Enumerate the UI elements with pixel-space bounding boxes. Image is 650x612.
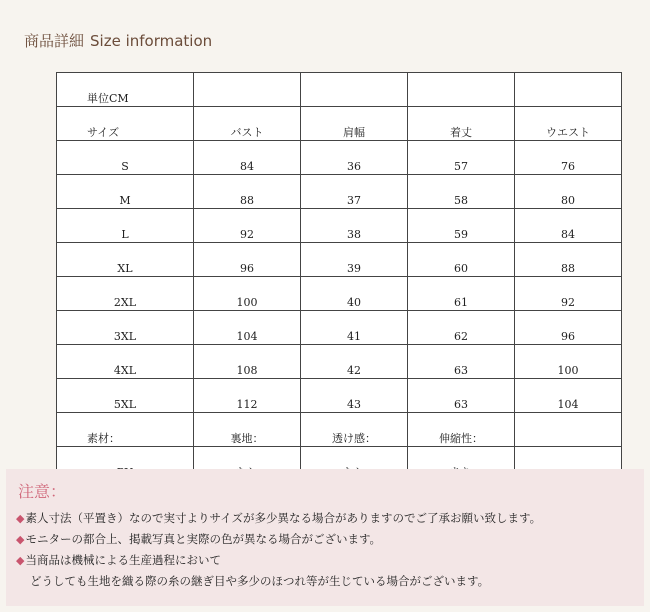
table-cell: 112 [194,379,301,413]
column-header-size: サイズ [57,107,194,141]
note-item [16,550,644,571]
table-row [57,379,622,413]
table-cell: 41 [301,311,408,345]
column-header-bust: バスト [194,107,301,141]
diamond-bullet-icon: ◆ [16,512,25,525]
table-cell: 58 [408,175,515,209]
note-item [16,529,644,550]
table-cell: 57 [408,141,515,175]
material-header-cell: 裏地： [194,413,301,447]
table-row [57,209,622,243]
table-cell: S [57,141,194,175]
material-header-cell [515,413,622,447]
table-row [57,345,622,379]
table-cell: 104 [194,311,301,345]
table-cell: 38 [301,209,408,243]
table-cell: 62 [408,311,515,345]
material-header-cell: 素材： [57,413,194,447]
table-cell: 37 [301,175,408,209]
table-cell: 61 [408,277,515,311]
empty-cell [515,73,622,107]
table-cell: 96 [515,311,622,345]
unit-row [57,73,622,107]
table-cell: 84 [194,141,301,175]
table-cell: 108 [194,345,301,379]
note-item [16,508,644,529]
diamond-bullet-icon: ◆ [16,533,25,546]
size-table [56,72,622,481]
table-cell: L [57,209,194,243]
table-row [57,175,622,209]
table-row [57,311,622,345]
empty-cell [301,73,408,107]
table-cell: 60 [408,243,515,277]
table-cell: XL [57,243,194,277]
table-cell: 3XL [57,311,194,345]
table-cell: 80 [515,175,622,209]
diamond-bullet-icon: ◆ [16,554,25,567]
notes-panel [6,469,644,606]
page-title [24,30,212,51]
table-cell: 4XL [57,345,194,379]
note-text: 素人寸法（平置き）なので実寸よりサイズが多少異なる場合がありますのでご了承お願い致します。 [25,511,542,525]
header-row [57,107,622,141]
table-cell: 88 [515,243,622,277]
unit-label-cell: 単位CM [57,73,194,107]
table-cell: M [57,175,194,209]
note-continuation: どうしても生地を織る際の糸の継ぎ目や多少のほつれ等が生じている場合がございます。 [30,574,490,588]
table-cell: 5XL [57,379,194,413]
table-row [57,277,622,311]
table-cell: 88 [194,175,301,209]
note-text: モニターの都合上、掲載写真と実際の色が異なる場合がございます。 [25,532,382,546]
column-header-length: 着丈 [408,107,515,141]
table-cell: 92 [515,277,622,311]
table-cell: 63 [408,379,515,413]
table-cell: 92 [194,209,301,243]
material-header-row [57,413,622,447]
title-japanese: 商品詳細 [24,32,85,50]
table-row [57,141,622,175]
table-cell: 63 [408,345,515,379]
table-cell: 100 [515,345,622,379]
material-header-cell: 透け感： [301,413,408,447]
empty-cell [408,73,515,107]
material-header-cell: 伸縮性： [408,413,515,447]
notes-heading: 注意： [18,482,67,501]
table-cell: 39 [301,243,408,277]
table-cell: 84 [515,209,622,243]
empty-cell [194,73,301,107]
table-cell: 104 [515,379,622,413]
table-cell: 40 [301,277,408,311]
note-text: 当商品は機械による生産過程において [25,553,221,567]
table-cell: 96 [194,243,301,277]
column-header-waist: ウエスト [515,107,622,141]
table-cell: 100 [194,277,301,311]
table-cell: 36 [301,141,408,175]
table-cell: 43 [301,379,408,413]
table-cell: 2XL [57,277,194,311]
table-row [57,243,622,277]
title-english: Size information [90,32,213,50]
table-cell: 59 [408,209,515,243]
column-header-shoulder: 肩幅 [301,107,408,141]
table-cell: 42 [301,345,408,379]
table-cell: 76 [515,141,622,175]
